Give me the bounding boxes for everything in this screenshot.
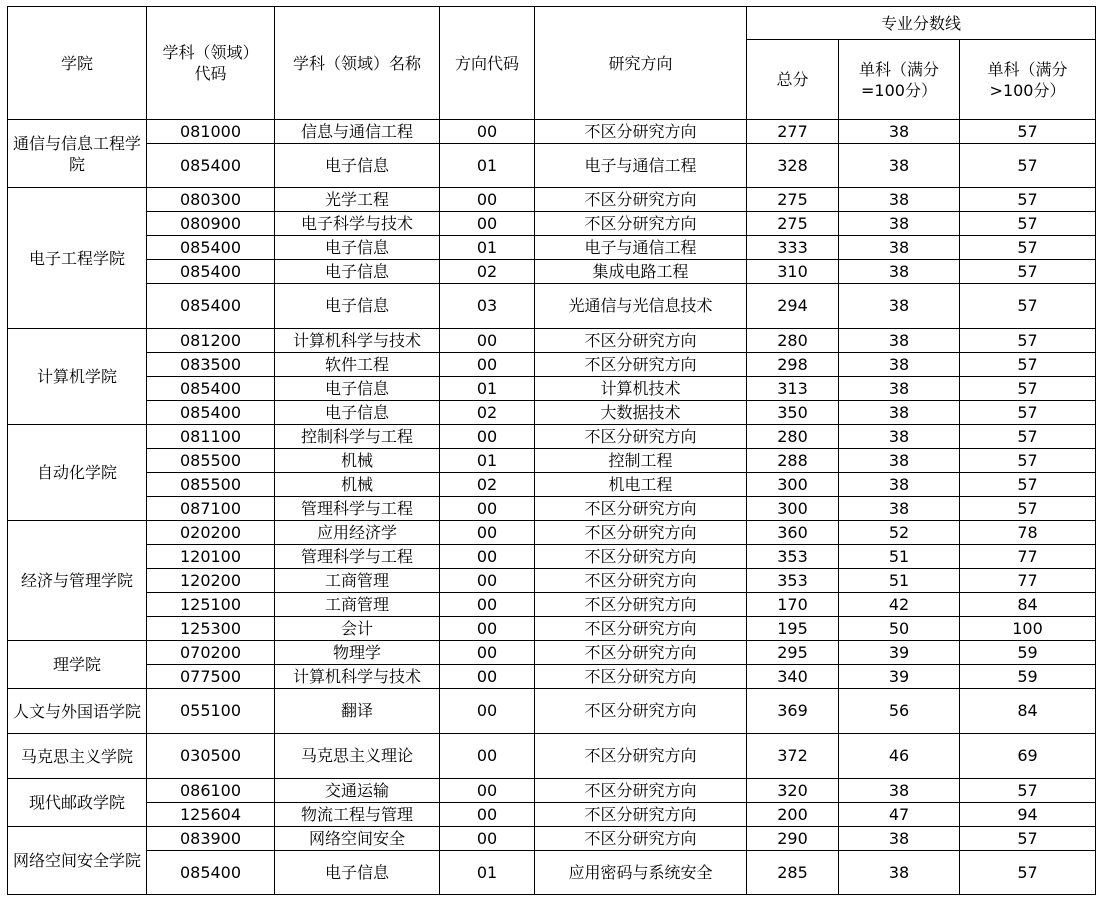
subject-code-cell: 070200 — [147, 641, 275, 665]
single-100-score-cell: 38 — [839, 353, 960, 377]
direction-cell: 大数据技术 — [535, 401, 747, 425]
single-gt100-score-cell: 57 — [960, 827, 1096, 851]
direction-code-cell: 02 — [440, 260, 535, 284]
table-row — [8, 449, 1096, 473]
table-row — [8, 401, 1096, 425]
table-row — [8, 284, 1096, 329]
table-row — [8, 236, 1096, 260]
header-name: 学科（领域）名称 — [275, 7, 440, 120]
subject-name-cell: 电子信息 — [275, 284, 440, 329]
subject-code-cell: 085400 — [147, 144, 275, 188]
single-gt100-score-cell: 84 — [960, 689, 1096, 734]
single-100-score-cell: 38 — [839, 284, 960, 329]
subject-code-cell: 081100 — [147, 425, 275, 449]
single-100-score-cell: 38 — [839, 188, 960, 212]
subject-name-cell: 电子信息 — [275, 851, 440, 895]
single-gt100-score-cell: 57 — [960, 473, 1096, 497]
direction-cell: 不区分研究方向 — [535, 497, 747, 521]
table-row — [8, 779, 1096, 803]
single-100-score-cell: 39 — [839, 665, 960, 689]
single-gt100-score-cell: 57 — [960, 449, 1096, 473]
direction-cell: 不区分研究方向 — [535, 353, 747, 377]
single-100-score-cell: 38 — [839, 120, 960, 144]
direction-cell: 不区分研究方向 — [535, 689, 747, 734]
subject-code-cell: 085400 — [147, 401, 275, 425]
subject-name-cell: 会计 — [275, 617, 440, 641]
single-gt100-score-cell: 77 — [960, 545, 1096, 569]
direction-code-cell: 00 — [440, 827, 535, 851]
score-table — [7, 6, 1096, 895]
college-cell: 自动化学院 — [8, 425, 147, 521]
table-row — [8, 803, 1096, 827]
total-score-cell: 298 — [747, 353, 839, 377]
subject-name-cell: 工商管理 — [275, 569, 440, 593]
direction-code-cell: 01 — [440, 236, 535, 260]
total-score-cell: 310 — [747, 260, 839, 284]
total-score-cell: 294 — [747, 284, 839, 329]
single-gt100-score-cell: 57 — [960, 144, 1096, 188]
direction-code-cell: 00 — [440, 734, 535, 779]
direction-code-cell: 00 — [440, 497, 535, 521]
direction-code-cell: 00 — [440, 779, 535, 803]
single-100-score-cell: 39 — [839, 641, 960, 665]
subject-code-cell: 087100 — [147, 497, 275, 521]
single-gt100-score-cell: 57 — [960, 236, 1096, 260]
table-row — [8, 569, 1096, 593]
single-100-score-cell: 56 — [839, 689, 960, 734]
single-gt100-score-cell: 57 — [960, 497, 1096, 521]
single-100-score-cell: 38 — [839, 144, 960, 188]
total-score-cell: 320 — [747, 779, 839, 803]
direction-cell: 不区分研究方向 — [535, 665, 747, 689]
direction-code-cell: 02 — [440, 473, 535, 497]
table-row — [8, 665, 1096, 689]
direction-code-cell: 00 — [440, 689, 535, 734]
single-100-score-cell: 47 — [839, 803, 960, 827]
subject-name-cell: 电子科学与技术 — [275, 212, 440, 236]
direction-cell: 不区分研究方向 — [535, 734, 747, 779]
table-row — [8, 188, 1096, 212]
direction-code-cell: 01 — [440, 144, 535, 188]
single-gt100-score-cell: 57 — [960, 851, 1096, 895]
single-gt100-score-cell: 57 — [960, 188, 1096, 212]
subject-name-cell: 电子信息 — [275, 377, 440, 401]
subject-code-cell: 085400 — [147, 236, 275, 260]
subject-name-cell: 物流工程与管理 — [275, 803, 440, 827]
direction-cell: 不区分研究方向 — [535, 779, 747, 803]
direction-cell: 计算机技术 — [535, 377, 747, 401]
direction-cell: 不区分研究方向 — [535, 827, 747, 851]
total-score-cell: 353 — [747, 545, 839, 569]
single-100-score-cell: 38 — [839, 236, 960, 260]
total-score-cell: 290 — [747, 827, 839, 851]
subject-code-cell: 077500 — [147, 665, 275, 689]
subject-name-cell: 信息与通信工程 — [275, 120, 440, 144]
subject-name-cell: 计算机科学与技术 — [275, 665, 440, 689]
subject-code-cell: 080300 — [147, 188, 275, 212]
header-single-100: 单科（满分=100分） — [839, 40, 960, 120]
subject-name-cell: 电子信息 — [275, 236, 440, 260]
subject-code-cell: 085400 — [147, 377, 275, 401]
direction-cell: 不区分研究方向 — [535, 521, 747, 545]
total-score-cell: 170 — [747, 593, 839, 617]
single-gt100-score-cell: 57 — [960, 329, 1096, 353]
single-gt100-score-cell: 57 — [960, 779, 1096, 803]
subject-code-cell: 085500 — [147, 449, 275, 473]
table-row — [8, 593, 1096, 617]
college-cell: 现代邮政学院 — [8, 779, 147, 827]
single-100-score-cell: 38 — [839, 329, 960, 353]
direction-code-cell: 00 — [440, 521, 535, 545]
single-gt100-score-cell: 94 — [960, 803, 1096, 827]
total-score-cell: 275 — [747, 212, 839, 236]
direction-code-cell: 00 — [440, 545, 535, 569]
subject-name-cell: 应用经济学 — [275, 521, 440, 545]
direction-cell: 不区分研究方向 — [535, 593, 747, 617]
subject-code-cell: 085400 — [147, 260, 275, 284]
single-gt100-score-cell: 77 — [960, 569, 1096, 593]
table-row — [8, 212, 1096, 236]
subject-name-cell: 软件工程 — [275, 353, 440, 377]
total-score-cell: 280 — [747, 329, 839, 353]
direction-cell: 应用密码与系统安全 — [535, 851, 747, 895]
subject-code-cell: 120100 — [147, 545, 275, 569]
single-100-score-cell: 38 — [839, 260, 960, 284]
single-gt100-score-cell: 57 — [960, 401, 1096, 425]
table-row — [8, 617, 1096, 641]
single-100-score-cell: 38 — [839, 449, 960, 473]
table-row — [8, 260, 1096, 284]
college-cell: 理学院 — [8, 641, 147, 689]
total-score-cell: 195 — [747, 617, 839, 641]
subject-name-cell: 光学工程 — [275, 188, 440, 212]
header-score-group: 专业分数线 — [747, 7, 1096, 40]
college-cell: 马克思主义学院 — [8, 734, 147, 779]
single-100-score-cell: 38 — [839, 851, 960, 895]
subject-code-cell: 125100 — [147, 593, 275, 617]
direction-cell: 不区分研究方向 — [535, 329, 747, 353]
direction-code-cell: 00 — [440, 120, 535, 144]
subject-name-cell: 管理科学与工程 — [275, 497, 440, 521]
college-cell: 计算机学院 — [8, 329, 147, 425]
subject-code-cell: 030500 — [147, 734, 275, 779]
direction-code-cell: 00 — [440, 569, 535, 593]
single-100-score-cell: 51 — [839, 545, 960, 569]
direction-cell: 光通信与光信息技术 — [535, 284, 747, 329]
table-row — [8, 827, 1096, 851]
total-score-cell: 369 — [747, 689, 839, 734]
subject-code-cell: 085500 — [147, 473, 275, 497]
subject-code-cell: 085400 — [147, 284, 275, 329]
subject-name-cell: 控制科学与工程 — [275, 425, 440, 449]
total-score-cell: 200 — [747, 803, 839, 827]
table-row — [8, 521, 1096, 545]
direction-code-cell: 00 — [440, 425, 535, 449]
direction-cell: 控制工程 — [535, 449, 747, 473]
direction-cell: 电子与通信工程 — [535, 144, 747, 188]
table-row — [8, 144, 1096, 188]
total-score-cell: 275 — [747, 188, 839, 212]
score-table-container — [7, 6, 1096, 895]
single-gt100-score-cell: 100 — [960, 617, 1096, 641]
single-100-score-cell: 51 — [839, 569, 960, 593]
table-body — [8, 120, 1096, 895]
direction-code-cell: 01 — [440, 449, 535, 473]
college-cell: 人文与外国语学院 — [8, 689, 147, 734]
table-row — [8, 545, 1096, 569]
header-single-gt100: 单科（满分>100分） — [960, 40, 1096, 120]
subject-code-cell: 125300 — [147, 617, 275, 641]
subject-code-cell: 020200 — [147, 521, 275, 545]
direction-cell: 不区分研究方向 — [535, 425, 747, 449]
total-score-cell: 340 — [747, 665, 839, 689]
single-100-score-cell: 42 — [839, 593, 960, 617]
direction-cell: 不区分研究方向 — [535, 641, 747, 665]
single-100-score-cell: 38 — [839, 473, 960, 497]
subject-code-cell: 081000 — [147, 120, 275, 144]
single-100-score-cell: 46 — [839, 734, 960, 779]
single-100-score-cell: 52 — [839, 521, 960, 545]
direction-code-cell: 00 — [440, 353, 535, 377]
single-100-score-cell: 38 — [839, 401, 960, 425]
total-score-cell: 285 — [747, 851, 839, 895]
direction-code-cell: 00 — [440, 641, 535, 665]
subject-code-cell: 080900 — [147, 212, 275, 236]
subject-code-cell: 085400 — [147, 851, 275, 895]
total-score-cell: 300 — [747, 497, 839, 521]
subject-code-cell: 125604 — [147, 803, 275, 827]
direction-code-cell: 00 — [440, 617, 535, 641]
total-score-cell: 350 — [747, 401, 839, 425]
subject-code-cell: 120200 — [147, 569, 275, 593]
header-dir-code: 方向代码 — [440, 7, 535, 120]
single-100-score-cell: 38 — [839, 779, 960, 803]
direction-code-cell: 01 — [440, 377, 535, 401]
subject-name-cell: 管理科学与工程 — [275, 545, 440, 569]
single-gt100-score-cell: 84 — [960, 593, 1096, 617]
table-row — [8, 473, 1096, 497]
college-cell: 经济与管理学院 — [8, 521, 147, 641]
table-row — [8, 353, 1096, 377]
direction-cell: 不区分研究方向 — [535, 120, 747, 144]
subject-name-cell: 计算机科学与技术 — [275, 329, 440, 353]
single-gt100-score-cell: 57 — [960, 284, 1096, 329]
single-100-score-cell: 38 — [839, 377, 960, 401]
header-code: 学科（领域）代码 — [147, 7, 275, 120]
subject-name-cell: 机械 — [275, 473, 440, 497]
direction-cell: 不区分研究方向 — [535, 188, 747, 212]
subject-code-cell: 083900 — [147, 827, 275, 851]
direction-cell: 不区分研究方向 — [535, 545, 747, 569]
single-gt100-score-cell: 57 — [960, 120, 1096, 144]
total-score-cell: 372 — [747, 734, 839, 779]
direction-cell: 不区分研究方向 — [535, 212, 747, 236]
direction-code-cell: 01 — [440, 851, 535, 895]
total-score-cell: 280 — [747, 425, 839, 449]
table-row — [8, 425, 1096, 449]
subject-name-cell: 物理学 — [275, 641, 440, 665]
table-row — [8, 641, 1096, 665]
header-college: 学院 — [8, 7, 147, 120]
single-gt100-score-cell: 57 — [960, 260, 1096, 284]
table-row — [8, 734, 1096, 779]
single-100-score-cell: 38 — [839, 425, 960, 449]
total-score-cell: 295 — [747, 641, 839, 665]
total-score-cell: 277 — [747, 120, 839, 144]
direction-code-cell: 00 — [440, 803, 535, 827]
header-total: 总分 — [747, 40, 839, 120]
college-cell: 网络空间安全学院 — [8, 827, 147, 895]
total-score-cell: 353 — [747, 569, 839, 593]
direction-code-cell: 00 — [440, 665, 535, 689]
single-gt100-score-cell: 57 — [960, 425, 1096, 449]
subject-name-cell: 交通运输 — [275, 779, 440, 803]
direction-cell: 不区分研究方向 — [535, 617, 747, 641]
direction-code-cell: 00 — [440, 593, 535, 617]
single-100-score-cell: 38 — [839, 827, 960, 851]
subject-name-cell: 电子信息 — [275, 260, 440, 284]
direction-code-cell: 00 — [440, 212, 535, 236]
direction-code-cell: 02 — [440, 401, 535, 425]
college-cell: 电子工程学院 — [8, 188, 147, 329]
subject-name-cell: 机械 — [275, 449, 440, 473]
direction-cell: 集成电路工程 — [535, 260, 747, 284]
total-score-cell: 333 — [747, 236, 839, 260]
subject-name-cell: 电子信息 — [275, 401, 440, 425]
table-row — [8, 689, 1096, 734]
direction-cell: 不区分研究方向 — [535, 569, 747, 593]
single-100-score-cell: 38 — [839, 497, 960, 521]
single-gt100-score-cell: 57 — [960, 377, 1096, 401]
direction-cell: 不区分研究方向 — [535, 803, 747, 827]
table-row — [8, 377, 1096, 401]
subject-code-cell: 086100 — [147, 779, 275, 803]
college-cell: 通信与信息工程学院 — [8, 120, 147, 188]
single-gt100-score-cell: 59 — [960, 665, 1096, 689]
subject-name-cell: 网络空间安全 — [275, 827, 440, 851]
total-score-cell: 328 — [747, 144, 839, 188]
single-gt100-score-cell: 57 — [960, 212, 1096, 236]
single-100-score-cell: 38 — [839, 212, 960, 236]
table-row — [8, 497, 1096, 521]
total-score-cell: 360 — [747, 521, 839, 545]
single-gt100-score-cell: 57 — [960, 353, 1096, 377]
table-row — [8, 329, 1096, 353]
subject-code-cell: 081200 — [147, 329, 275, 353]
header-row-1 — [8, 7, 1096, 40]
single-gt100-score-cell: 59 — [960, 641, 1096, 665]
total-score-cell: 313 — [747, 377, 839, 401]
total-score-cell: 300 — [747, 473, 839, 497]
single-gt100-score-cell: 69 — [960, 734, 1096, 779]
direction-code-cell: 00 — [440, 329, 535, 353]
subject-name-cell: 马克思主义理论 — [275, 734, 440, 779]
direction-cell: 电子与通信工程 — [535, 236, 747, 260]
subject-name-cell: 翻译 — [275, 689, 440, 734]
table-row — [8, 851, 1096, 895]
direction-cell: 机电工程 — [535, 473, 747, 497]
total-score-cell: 288 — [747, 449, 839, 473]
subject-code-cell: 055100 — [147, 689, 275, 734]
table-row — [8, 120, 1096, 144]
header-direction: 研究方向 — [535, 7, 747, 120]
direction-code-cell: 00 — [440, 188, 535, 212]
single-100-score-cell: 50 — [839, 617, 960, 641]
subject-name-cell: 工商管理 — [275, 593, 440, 617]
subject-name-cell: 电子信息 — [275, 144, 440, 188]
direction-code-cell: 03 — [440, 284, 535, 329]
single-gt100-score-cell: 78 — [960, 521, 1096, 545]
subject-code-cell: 083500 — [147, 353, 275, 377]
